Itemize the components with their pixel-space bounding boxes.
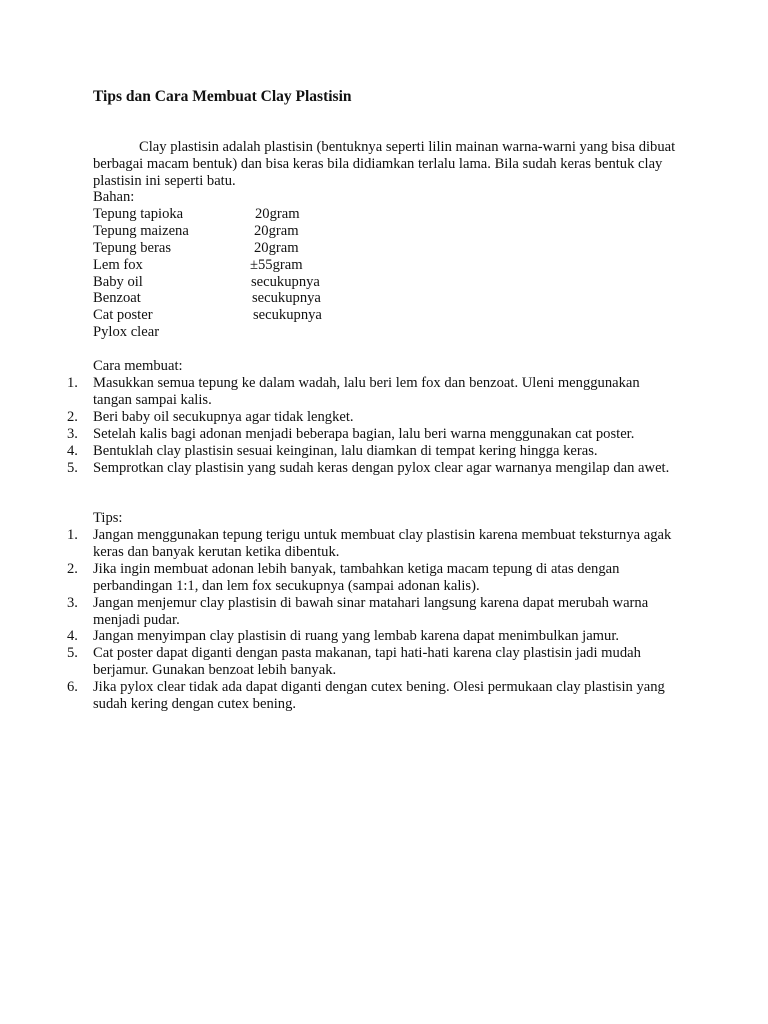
tip-number: 1.: [67, 527, 78, 543]
tip-item: [0, 561, 673, 595]
page-title: Tips dan Cara Membuat Clay Plastisin: [93, 88, 352, 105]
step-item: [0, 426, 673, 443]
tip-text: Cat poster dapat diganti dengan pasta makanan, tapi hati-hati karena clay plastisin jadi mudah berjamur. Gunakan benzoat lebih banyak.: [93, 645, 641, 679]
tip-item: [0, 595, 673, 629]
step-item: [0, 460, 673, 477]
ingredient-item: [93, 206, 300, 223]
ingredient-name: Tepung tapioka: [93, 206, 184, 222]
ingredient-amount: secukupnya: [253, 307, 322, 324]
ingredient-list: [93, 206, 322, 341]
step-number: 5.: [67, 459, 78, 476]
tips-list: [0, 527, 673, 713]
tip-text: Jika pylox clear tidak ada dapat diganti dengan cutex bening. Olesi permukaan clay plastisin yang sudah kering dengan cutex bening.: [93, 679, 665, 713]
ingredient-amount: 20gram: [255, 206, 300, 222]
ingredient-amount: 20gram: [254, 222, 299, 239]
step-text: Bentuklah clay plastisin sesuai keinginan, lalu diamkan di tempat kering hingga keras.: [93, 442, 598, 459]
step-text: Setelah kalis bagi adonan menjadi beberapa bagian, lalu beri warna menggunakan cat poster.: [93, 425, 635, 442]
intro-paragraph: [93, 139, 683, 190]
ingredient-name: Tepung beras: [93, 239, 171, 256]
steps-list: [0, 375, 673, 476]
ingredient-name: Baby oil: [93, 273, 143, 290]
cara-membuat-label: Cara membuat:: [93, 358, 183, 374]
ingredient-item: [93, 307, 322, 324]
ingredient-amount: ±55gram: [250, 256, 303, 273]
tip-text: Jika ingin membuat adonan lebih banyak, tambahkan ketiga macam tepung di atas dengan perbandingan 1:1, dan lem fox secukupnya (sampai adonan kalis).: [93, 560, 620, 594]
ingredient-amount: 20gram: [254, 239, 299, 256]
ingredient-item: [93, 256, 303, 274]
step-text: Masukkan semua tepung ke dalam wadah, lalu beri lem fox dan benzoat. Uleni menggunakan tangan sampai kalis.: [93, 375, 640, 408]
ingredient-name: Tepung maizena: [93, 222, 189, 239]
tip-text: Jangan menjemur clay plastisin di bawah sinar matahari langsung karena dapat merubah warna menjadi pudar.: [93, 594, 649, 628]
ingredient-item: [93, 239, 299, 257]
tip-item: [0, 645, 673, 679]
step-text: Semprotkan clay plastisin yang sudah keras dengan pylox clear agar warnanya mengilap dan awet.: [93, 459, 670, 476]
tip-number: 3.: [67, 594, 78, 611]
tip-item: [0, 679, 673, 713]
ingredient-item: [93, 273, 320, 291]
ingredient-amount: secukupnya: [252, 290, 321, 307]
ingredient-name: Pylox clear: [93, 324, 160, 341]
tips-label: Tips:: [93, 510, 123, 526]
tip-number: 6.: [67, 679, 78, 696]
tip-item: [0, 527, 673, 561]
tip-number: 2.: [67, 560, 78, 577]
intro-text: Clay plastisin adalah plastisin (bentuknya seperti lilin mainan warna-warni yang bisa dibuat berbagai macam bentuk) dan bisa keras bila didiamkan terlalu lama. Bila sudah keras bentuk clay plastisin ini seperti batu.: [93, 139, 676, 189]
ingredient-item: [93, 290, 321, 307]
ingredient-item: [93, 324, 189, 341]
ingredient-amount: secukupnya: [251, 273, 320, 290]
tip-text: Jangan menyimpan clay plastisin di ruang yang lembab karena dapat menimbulkan jamur.: [93, 628, 620, 645]
step-number: 4.: [67, 442, 78, 459]
tip-number: 4.: [67, 628, 78, 645]
ingredient-name: Cat poster: [93, 307, 153, 324]
step-text: Beri baby oil secukupnya agar tidak lengket.: [93, 408, 354, 425]
tip-item: [0, 628, 673, 645]
step-item: [0, 443, 673, 460]
bahan-label: Bahan:: [93, 189, 135, 205]
step-item: [0, 375, 673, 409]
ingredient-item: [93, 222, 299, 240]
step-item: [0, 409, 673, 426]
tip-number: 5.: [67, 645, 78, 662]
tip-text: Jangan menggunakan tepung terigu untuk membuat clay plastisin karena membuat teksturnya agak keras dan banyak kerutan ketika dibentuk.: [93, 527, 672, 560]
step-number: 3.: [67, 425, 78, 442]
step-number: 1.: [67, 375, 78, 391]
step-number: 2.: [67, 408, 78, 425]
ingredient-name: Benzoat: [93, 290, 141, 307]
ingredient-name: Lem fox: [93, 256, 143, 273]
